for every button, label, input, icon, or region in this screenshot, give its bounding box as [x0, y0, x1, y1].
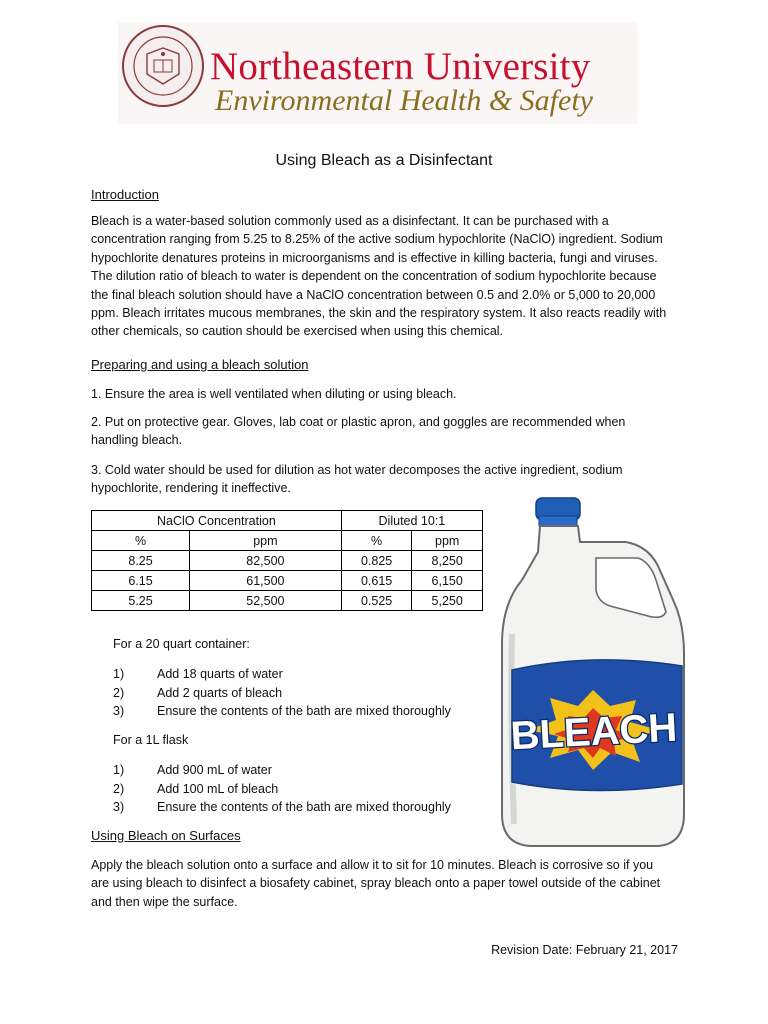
- bleach-bottle-icon: [498, 494, 688, 850]
- table-cell: 8.25: [92, 551, 190, 571]
- document-title: Using Bleach as a Disinfectant: [275, 152, 493, 169]
- preparing-heading: Preparing and using a bleach solution: [91, 357, 309, 372]
- university-name: Northeastern University: [210, 45, 591, 88]
- table-cell: 0.825: [341, 551, 412, 571]
- intro-line: the final bleach solution should have a NaClO concentration between 0.5 and 2.0% or 5,000 to 20,000: [91, 287, 656, 302]
- list-number: 1): [113, 763, 125, 777]
- list-item: [113, 798, 451, 817]
- university-seal-icon: [121, 24, 205, 108]
- group-header-diluted: Diluted 10:1: [341, 511, 482, 531]
- list-text: Add 100 mL of bleach: [157, 781, 279, 796]
- step-3-line: 3. Cold water should be used for dilution as hot water decomposes the active ingredient, sodium: [91, 463, 623, 477]
- surfaces-heading: Using Bleach on Surfaces: [91, 828, 241, 843]
- table-row: [92, 551, 483, 571]
- table-group-header-row: [92, 511, 483, 531]
- introduction-paragraph: [91, 212, 666, 341]
- list-text: Ensure the contents of the bath are mixed thoroughly: [157, 800, 451, 815]
- list-number: 3): [113, 800, 125, 815]
- table-cell: 0.525: [341, 591, 412, 611]
- list-number: 1): [113, 667, 125, 681]
- list-text: Add 2 quarts of bleach: [157, 685, 283, 700]
- intro-line: Bleach is a water-based solution commonly used as a disinfectant. It can be purchased with a: [91, 214, 609, 228]
- step-3-line: hypochlorite, rendering it ineffective.: [91, 481, 291, 496]
- flask-steps-list: [113, 761, 451, 817]
- table-cell: 8,250: [412, 551, 483, 571]
- table-cell: 5.25: [92, 591, 190, 611]
- surfaces-line: are using bleach to disinfect a biosafety cabinet, spray bleach onto a paper towel outside of the cabinet: [91, 876, 661, 891]
- table-cell: 82,500: [190, 551, 342, 571]
- table-cell: 6,150: [412, 571, 483, 591]
- group-header-naclo: NaClO Concentration: [92, 511, 342, 531]
- step-1: [91, 385, 457, 403]
- surfaces-line: Apply the bleach solution onto a surface and allow it to sit for 10 minutes. Bleach is corrosive so if you: [91, 858, 654, 872]
- list-number: 2): [113, 781, 125, 796]
- list-text: Add 900 mL of water: [157, 763, 272, 777]
- step-2: [91, 413, 625, 450]
- list-number: 2): [113, 685, 125, 700]
- surfaces-line: and then wipe the surface.: [91, 894, 238, 909]
- step-2-line: handling bleach.: [91, 433, 183, 448]
- table-cell: 5,250: [412, 591, 483, 611]
- concentration-table: [91, 510, 483, 611]
- list-item: [113, 702, 451, 721]
- intro-line: The dilution ratio of bleach to water is dependent on the concentration of sodium hypochlorite because: [91, 269, 657, 284]
- list-item: [113, 761, 451, 780]
- surfaces-paragraph: [91, 856, 660, 911]
- intro-line: hypochlorite denatures proteins in microorganisms and is effective in killing bacteria, fungi and viruses.: [91, 250, 658, 265]
- table-sub-header-row: [92, 531, 483, 551]
- list-item: [113, 665, 451, 684]
- table-cell: 6.15: [92, 571, 190, 591]
- list-item: [113, 684, 451, 703]
- sub-header-ppm: ppm: [190, 531, 342, 551]
- intro-line: concentration ranging from 5.25 to 8.25% of the active sodium hypochlorite (NaClO) ingredient. Sodium: [91, 232, 663, 247]
- list-number: 3): [113, 704, 125, 719]
- letterhead: [118, 22, 638, 124]
- table-row: [92, 571, 483, 591]
- table-cell: 0.615: [341, 571, 412, 591]
- step-2-line: 2. Put on protective gear. Gloves, lab coat or plastic apron, and goggles are recommended when: [91, 415, 626, 429]
- list-item: [113, 780, 451, 799]
- sub-header-percent: %: [92, 531, 190, 551]
- table-row: [92, 591, 483, 611]
- quart-steps-list: [113, 665, 451, 721]
- list-text: Ensure the contents of the bath are mixed thoroughly: [157, 704, 451, 719]
- table-cell: 52,500: [190, 591, 342, 611]
- list-text: Add 18 quarts of water: [157, 667, 283, 681]
- department-name: Environmental Health & Safety: [215, 84, 593, 117]
- intro-line: ppm. Bleach irritates mucous membranes, the skin and the respiratory system. It also reacts readily with: [91, 306, 667, 321]
- step-1-text: 1. Ensure the area is well ventilated when diluting or using bleach.: [91, 387, 457, 401]
- sub-header-ppm: ppm: [412, 531, 483, 551]
- revision-date: Revision Date: February 21, 2017: [491, 943, 678, 957]
- step-3: [91, 461, 623, 498]
- table-cell: 61,500: [190, 571, 342, 591]
- flask-label: For a 1L flask: [113, 733, 189, 747]
- quart-container-label: For a 20 quart container:: [113, 637, 250, 651]
- introduction-heading: Introduction: [91, 187, 159, 202]
- sub-header-percent: %: [341, 531, 412, 551]
- bottle-label-text: BLEACH: [509, 705, 679, 759]
- intro-line: other chemicals, so caution should be exercised when using this chemical.: [91, 324, 504, 339]
